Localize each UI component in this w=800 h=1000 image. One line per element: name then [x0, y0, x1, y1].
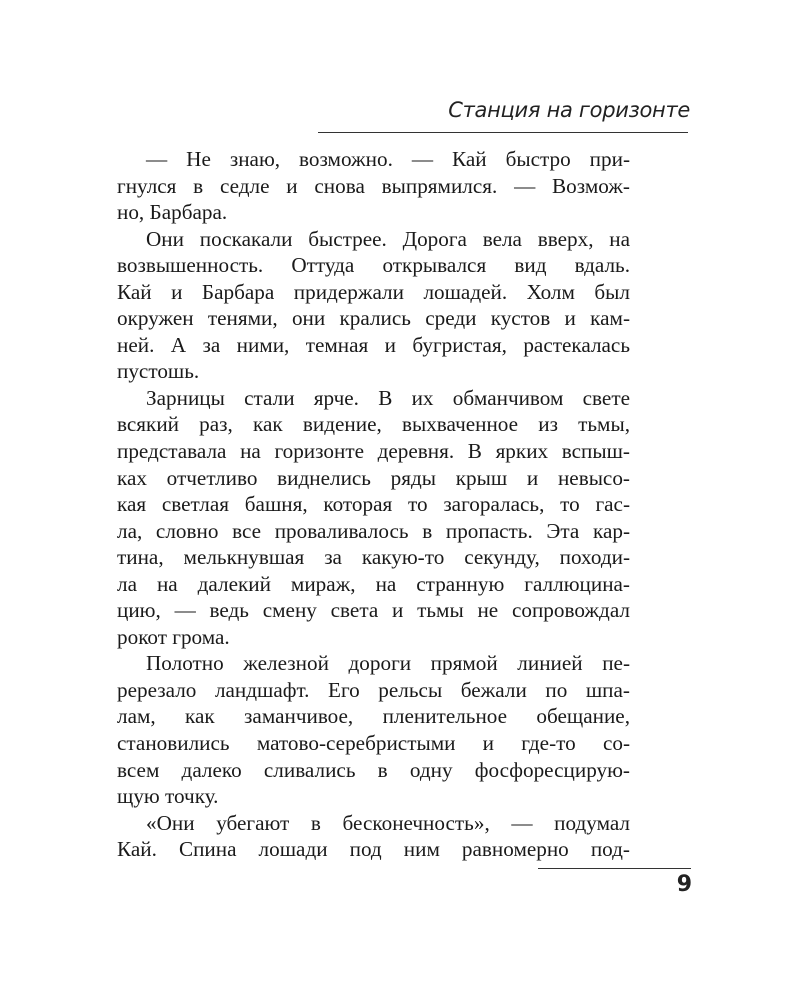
- text-line: всякий раз, как видение, выхваченное из тьмы,: [117, 412, 630, 437]
- text-line: ней. А за ними, темная и бугристая, растекалась: [117, 332, 630, 357]
- text-line: ла на далекий мираж, на странную галлюцина-: [117, 571, 630, 596]
- paragraph: [117, 650, 630, 809]
- text-line: становились матово-серебристыми и где-то со-: [117, 731, 630, 756]
- text-line: цию, — ведь смену света и тьмы не сопровождал: [117, 598, 630, 623]
- text-line: Зарницы стали ярче. В их обманчивом свете: [146, 385, 630, 410]
- text-line: — Не знаю, возможно. — Кай быстро при-: [146, 147, 630, 171]
- header-rule: [318, 132, 688, 133]
- text-line: ках отчетливо виднелись ряды крыш и невысо-: [117, 465, 630, 490]
- paragraph: [117, 385, 630, 650]
- paragraph: [117, 810, 630, 863]
- text-line: пустошь.: [117, 359, 200, 384]
- text-line: ререзало ландшафт. Его рельсы бежали по шпа-: [117, 677, 630, 702]
- running-title: Станция на горизонте: [448, 98, 690, 122]
- text-line: «Они убегают в бесконечность», — подумал: [146, 810, 630, 835]
- text-line: представала на горизонте деревня. В ярких вспыш-: [117, 439, 630, 464]
- text-line: гнулся в седле и снова выпрямился. — Возмож-: [117, 173, 630, 198]
- text-line: лам, как заманчивое, пленительное обещание,: [117, 704, 630, 729]
- footer-rule: [538, 868, 691, 869]
- text-line: Полотно железной дороги прямой линией пе-: [146, 651, 630, 676]
- text-line: но, Барбара.: [117, 200, 228, 225]
- text-line: Они поскакали быстрее. Дорога вела вверх, на: [146, 226, 630, 251]
- text-line: Кай. Спина лошади под ним равномерно под-: [117, 837, 630, 862]
- text-line: возвышенность. Оттуда открывался вид вдаль.: [117, 253, 630, 278]
- text-line: Кай и Барбара придержали лошадей. Холм был: [117, 279, 630, 304]
- paragraph: [117, 226, 630, 385]
- body-text: [117, 146, 630, 863]
- text-line: щую точку.: [117, 784, 219, 809]
- paragraph: [117, 146, 630, 226]
- text-line: окружен тенями, они крались среди кустов и кам-: [117, 306, 630, 331]
- text-line: ла, словно все проваливалось в пропасть. Эта кар-: [117, 518, 630, 543]
- text-line: тина, мелькнувшая за какую-то секунду, походи-: [117, 545, 630, 570]
- text-line: рокот грома.: [117, 624, 230, 649]
- text-line: кая светлая башня, которая то загоралась, то гас-: [117, 492, 630, 517]
- page-number: 9: [676, 872, 692, 897]
- text-line: всем далеко сливались в одну фосфоресцирую-: [117, 757, 630, 782]
